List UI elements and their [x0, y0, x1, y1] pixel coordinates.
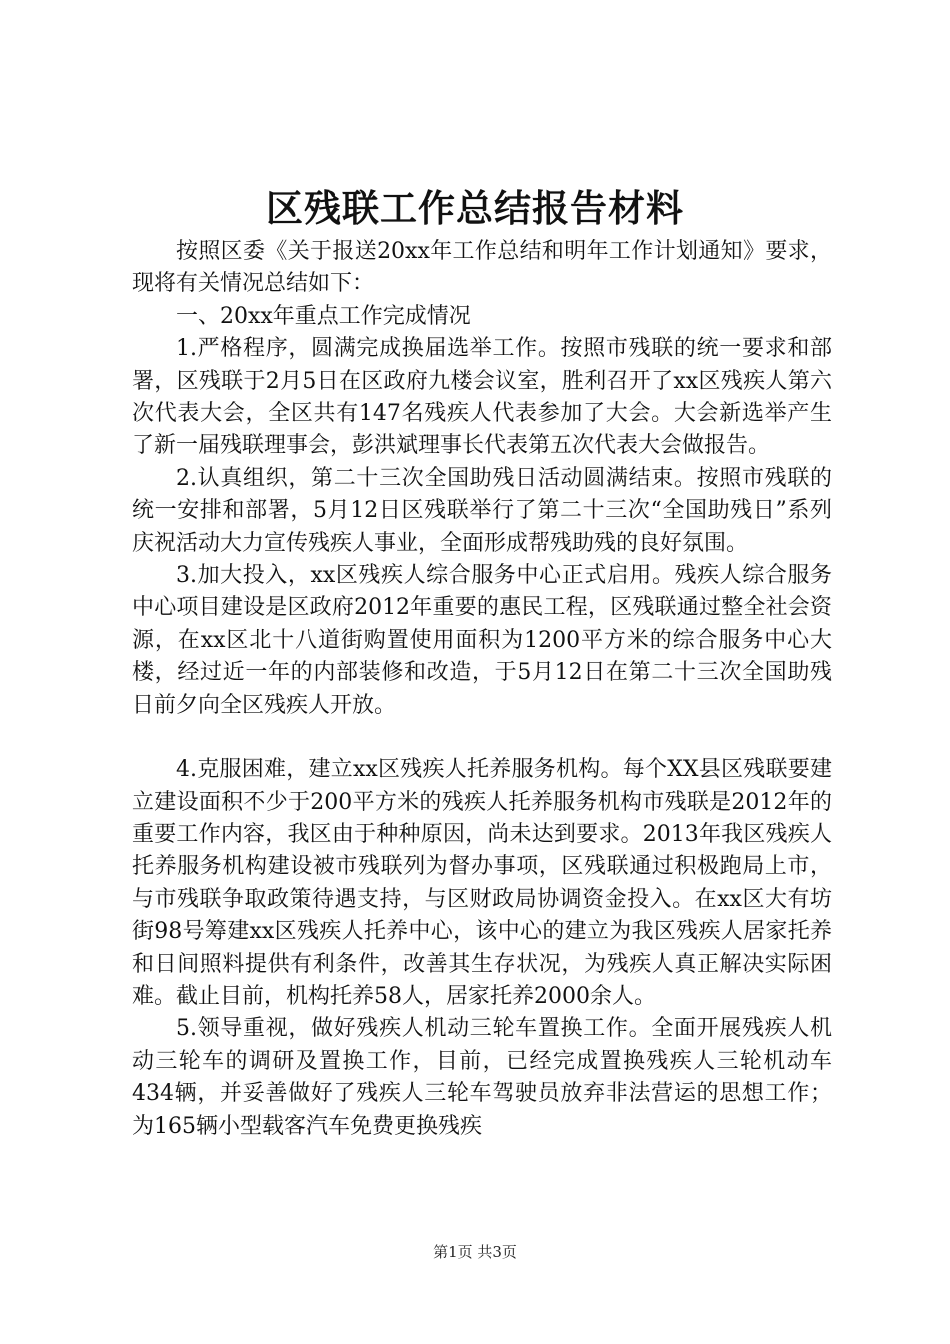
intro-paragraph: 按照区委《关于报送20xx年工作总结和明年工作计划通知》要求，现将有关情况总结如下： — [132, 239, 832, 297]
document-body — [132, 236, 832, 1143]
item-paragraph-2: 2.认真组织，第二十三次全国助残日活动圆满结束。按照市残联的统一安排和部署，5月12日区残联举行了第二十三次“全国助残日”系列庆祝活动大力宣传残疾人事业，全面形成帮残助残的良好氛围。 — [132, 465, 832, 556]
document-title: 区残联工作总结报告材料 — [266, 186, 684, 230]
item-paragraph-5: 5.领导重视，做好残疾人机动三轮车置换工作。全面开展残疾人机动三轮车的调研及置换工作，目前，已经完成置换残疾人三轮机动车434辆，并妥善做好了残疾人三轮车驾驶员放弃非法营运的思想工作；为165辆小型载客汽车免费更换残疾 — [132, 1016, 832, 1139]
item-paragraph-1: 1.严格程序，圆满完成换届选举工作。按照市残联的统一要求和部署，区残联于2月5日在区政府九楼会议室，胜利召开了xx区残疾人第六次代表大会，全区共有147名残疾人代表参加了大会。大会新选举产生了新一届残联理事会，彭洪斌理事长代表第五次代表大会做报告。 — [132, 336, 832, 459]
page-footer: 第1页 共3页 — [433, 1243, 517, 1261]
section-heading: 一、20xx年重点工作完成情况 — [176, 303, 471, 329]
item-paragraph-4: 4.克服困难，建立xx区残疾人托养服务机构。每个XX县区残联要建立建设面积不少于200平方米的残疾人托养服务机构市残联是2012年的重要工作内容，我区由于种种原因，尚未达到要求。2013年我区残疾人托养服务机构建设被市残联列为督办事项，区残联通过积极跑局上市，与市残联争取政策待遇支持，与区财政局协调资金投入。在xx区大有坊街98号筹建xx区残疾人托养中心，该中心的建立为我区残疾人居家托养和日间照料提供有利条件，改善其生存状况，为残疾人真正解决实际困难。截止目前，机构托养58人，居家托养2000余人。 — [132, 757, 832, 1009]
item-paragraph-3: 3.加大投入，xx区残疾人综合服务中心正式启用。残疾人综合服务中心项目建设是区政府2012年重要的惠民工程，区残联通过整全社会资源，在xx区北十八道街购置使用面积为1200平方米的综合服务中心大楼，经过近一年的内部装修和改造，于5月12日在第二十三次全国助残日前夕向全区残疾人开放。 — [132, 563, 832, 718]
